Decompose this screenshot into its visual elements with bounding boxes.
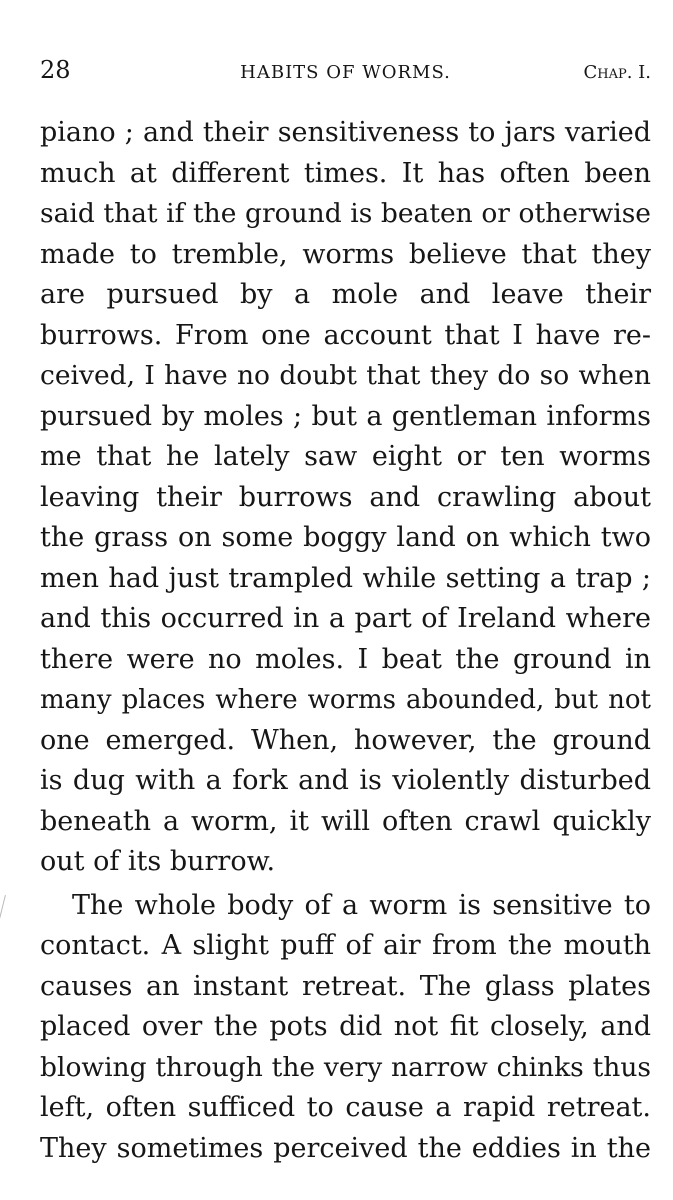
text-line: blowing through the very narrow chinks thus	[40, 1051, 651, 1083]
text-line: me that he lately saw eight or ten worms	[40, 441, 651, 472]
text-line: men had just trampled while setting a trap ;	[40, 562, 651, 594]
text-line: The whole body of a worm is sensitive to	[72, 889, 651, 921]
text-line: out of its burrow.	[40, 846, 276, 877]
text-line: placed over the pots did not fit closely, and	[40, 1011, 651, 1042]
text-line: are pursued by a mole and leave their	[40, 279, 651, 310]
text-line: many places where worms abounded, but not	[40, 685, 651, 715]
running-header	[40, 55, 651, 85]
margin-stray-mark	[0, 895, 8, 919]
paragraph-1	[40, 113, 651, 883]
text-line: pursued by moles ; but a gentleman informs	[40, 400, 651, 432]
paragraph-2	[40, 886, 651, 1170]
page-number: 28	[40, 56, 71, 84]
text-line: the grass on some boggy land on which two	[40, 522, 651, 553]
chapter-label: Chap. I.	[583, 62, 651, 83]
text-line: leaving their burrows and crawling about	[40, 481, 651, 513]
text-line: said that if the ground is beaten or otherwise	[40, 198, 651, 229]
text-line: contact. A slight puff of air from the mouth	[40, 930, 651, 961]
running-title: HABITS OF WORMS.	[240, 62, 451, 83]
text-line: and this occurred in a part of Ireland where	[40, 603, 651, 634]
text-line: piano ; and their sensitiveness to jars varied	[40, 117, 651, 148]
text-line: is dug with a fork and is violently disturbed	[40, 765, 651, 796]
text-line: ceived, I have no doubt that they do so when	[40, 360, 651, 391]
text-line: one emerged. When, however, the ground	[40, 724, 651, 756]
text-line: made to tremble, worms believe that they	[40, 238, 651, 270]
text-line: there were no moles. I beat the ground in	[40, 643, 651, 675]
text-line: much at different times. It has often been	[40, 157, 651, 189]
text-line: left, often sufficed to cause a rapid retreat.	[40, 1092, 651, 1123]
body-text	[40, 113, 651, 1169]
text-line: beneath a worm, it will often crawl quickly	[40, 805, 651, 837]
text-line: They sometimes perceived the eddies in the	[40, 1132, 651, 1164]
text-line: burrows. From one account that I have re-	[40, 319, 651, 351]
text-line: causes an instant retreat. The glass plates	[40, 970, 651, 1002]
